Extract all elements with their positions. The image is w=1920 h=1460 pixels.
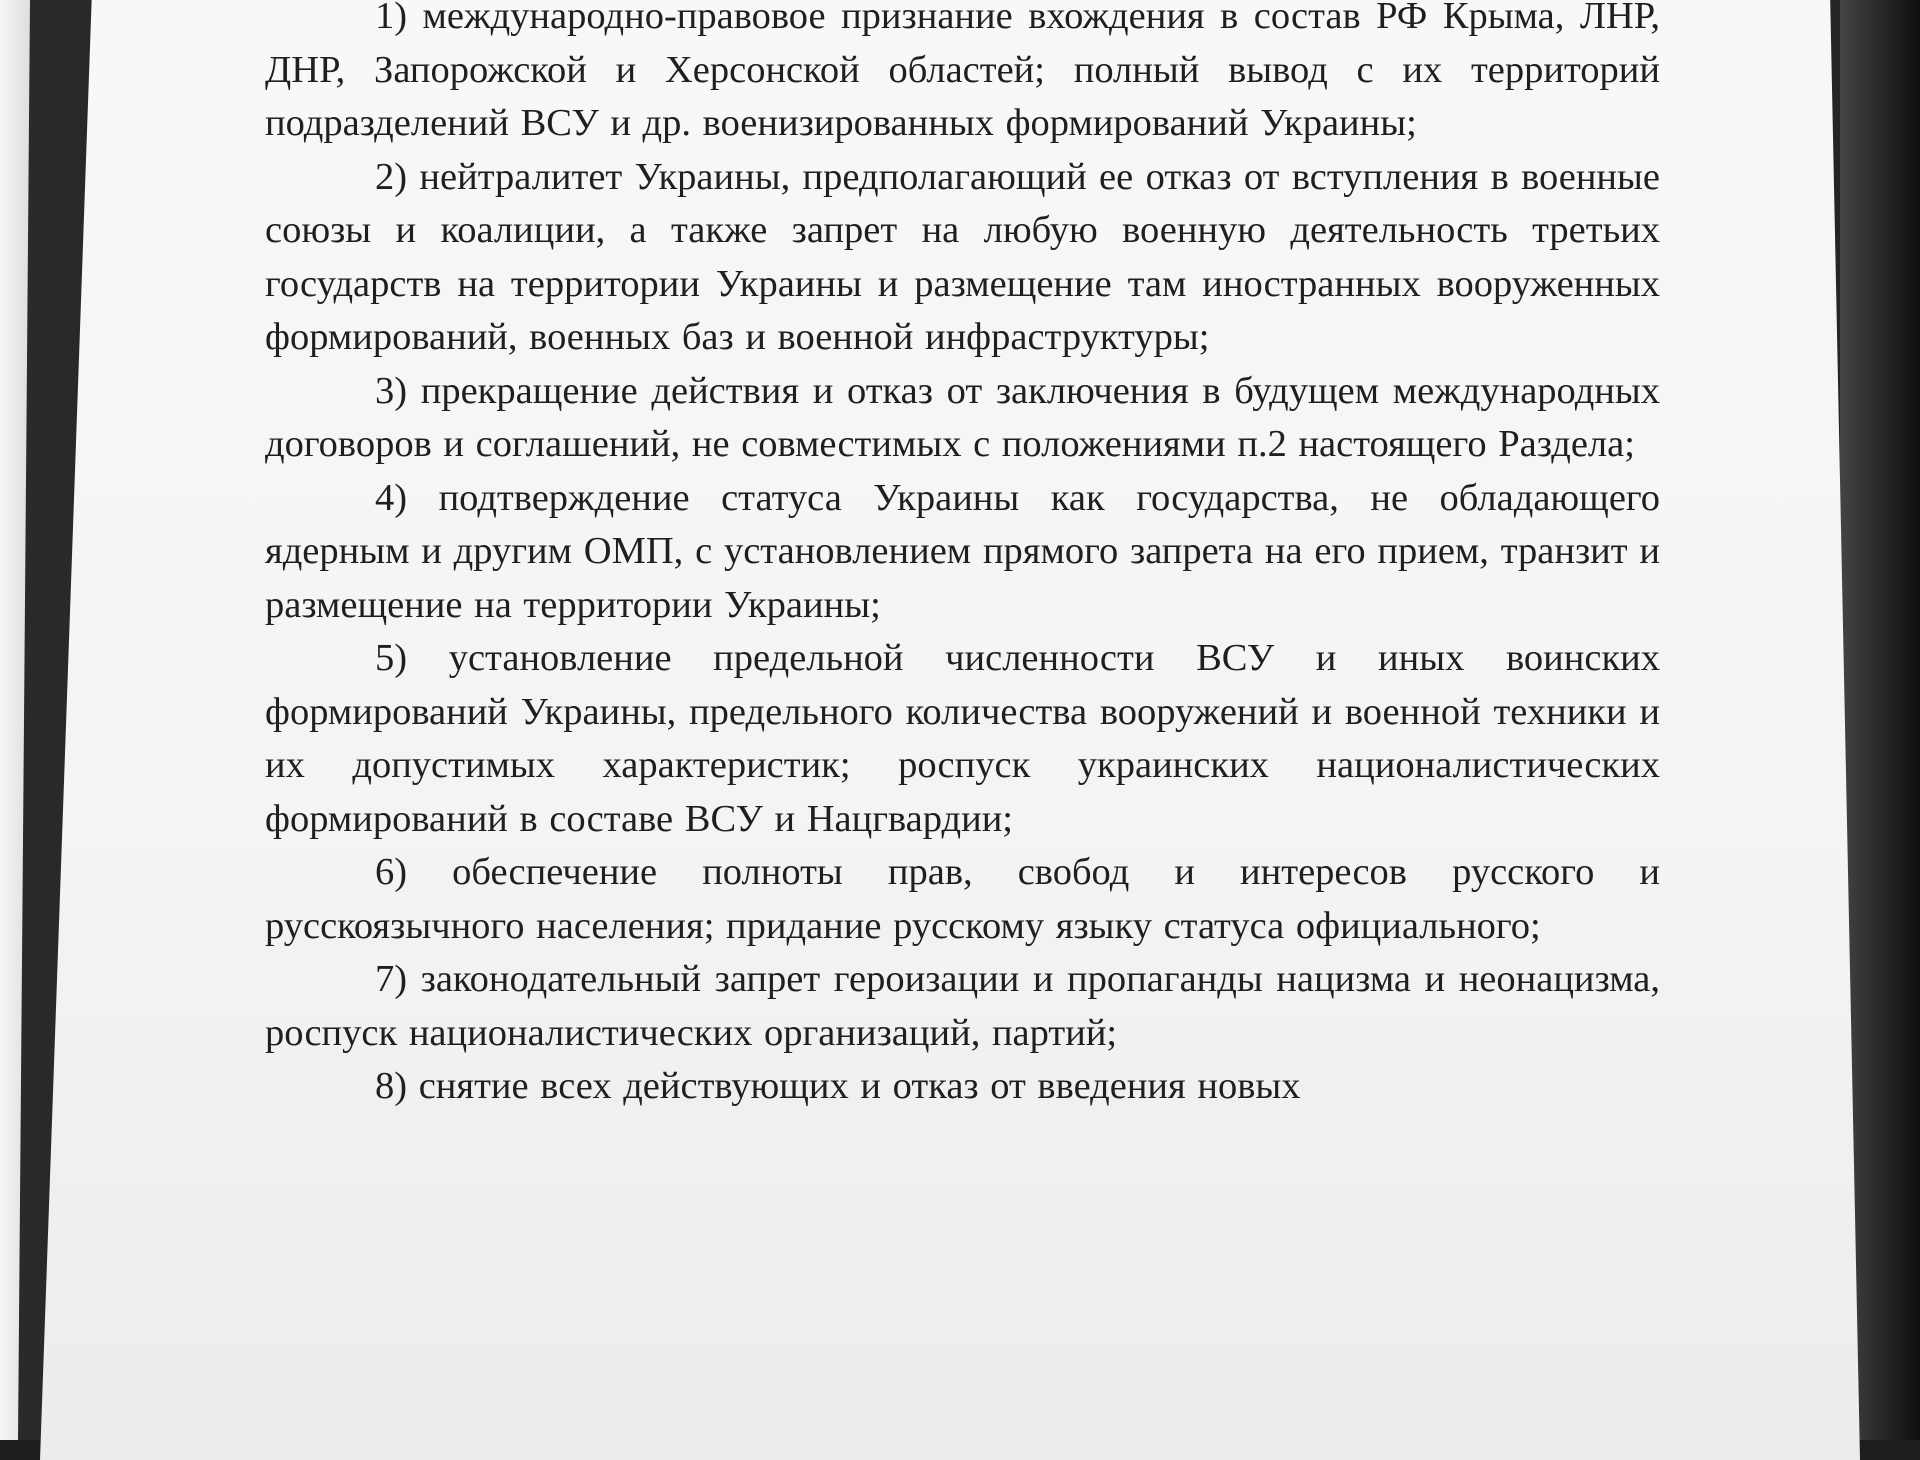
item-number: 8)	[375, 1065, 408, 1107]
item-number: 4)	[375, 476, 408, 519]
item-text: снятие всех действующих и отказ от введения новых	[418, 1065, 1301, 1107]
item-text: установление предельной численности ВСУ и иных воинских формирований Украины, предельного количества вооружений и военной техники и их допустимых характеристик; роспуск украинских националистических формирований в составе ВСУ и Нацгвардии;	[265, 637, 1661, 840]
list-item-8	[265, 1060, 1660, 1114]
item-text: нейтралитет Украины, предполагающий ее отказ от вступления в военные союзы и коалиции, а также запрет на любую военную деятельность третьих государств на территории Украины и размещение там иностранных вооруженных формирований, военных баз и военной инфраструктуры;	[265, 155, 1660, 358]
list-item-6	[265, 846, 1660, 953]
list-item-4	[265, 472, 1660, 633]
item-text: подтверждение статуса Украины как государства, не обладающего ядерным и другим ОМП, с установлением прямого запрета на его прием, транзит и размещение на территории Украины;	[265, 476, 1660, 626]
document-body	[265, 0, 1660, 1114]
item-number: 6)	[375, 851, 408, 893]
item-text: законодательный запрет героизации и пропаганды нацизма и неонацизма, роспуск националистических организаций, партий;	[265, 958, 1661, 1054]
item-number: 7)	[375, 958, 408, 1000]
item-number: 2)	[375, 155, 408, 198]
list-item-5	[265, 632, 1660, 846]
item-text: обеспечение полноты прав, свобод и интересов русского и русскоязычного населения; придание русскому языку статуса официального;	[265, 851, 1661, 947]
item-number: 3)	[375, 369, 408, 412]
list-item-1	[265, 0, 1660, 151]
item-text: международно-правовое признание вхождения в состав РФ Крыма, ЛНР, ДНР, Запорожской и Херсонской областей; полный вывод с их территорий подразделений ВСУ и др. военизированных формирований Украины;	[265, 0, 1660, 144]
item-number: 1)	[375, 0, 408, 37]
list-item-3	[265, 365, 1660, 472]
item-text: прекращение действия и отказ от заключения в будущем международных договоров и соглашений, не совместимых с положениями п.2 настоящего Раздела;	[265, 369, 1661, 465]
list-item-7	[265, 953, 1660, 1060]
list-item-2	[265, 151, 1660, 365]
item-number: 5)	[375, 637, 408, 679]
